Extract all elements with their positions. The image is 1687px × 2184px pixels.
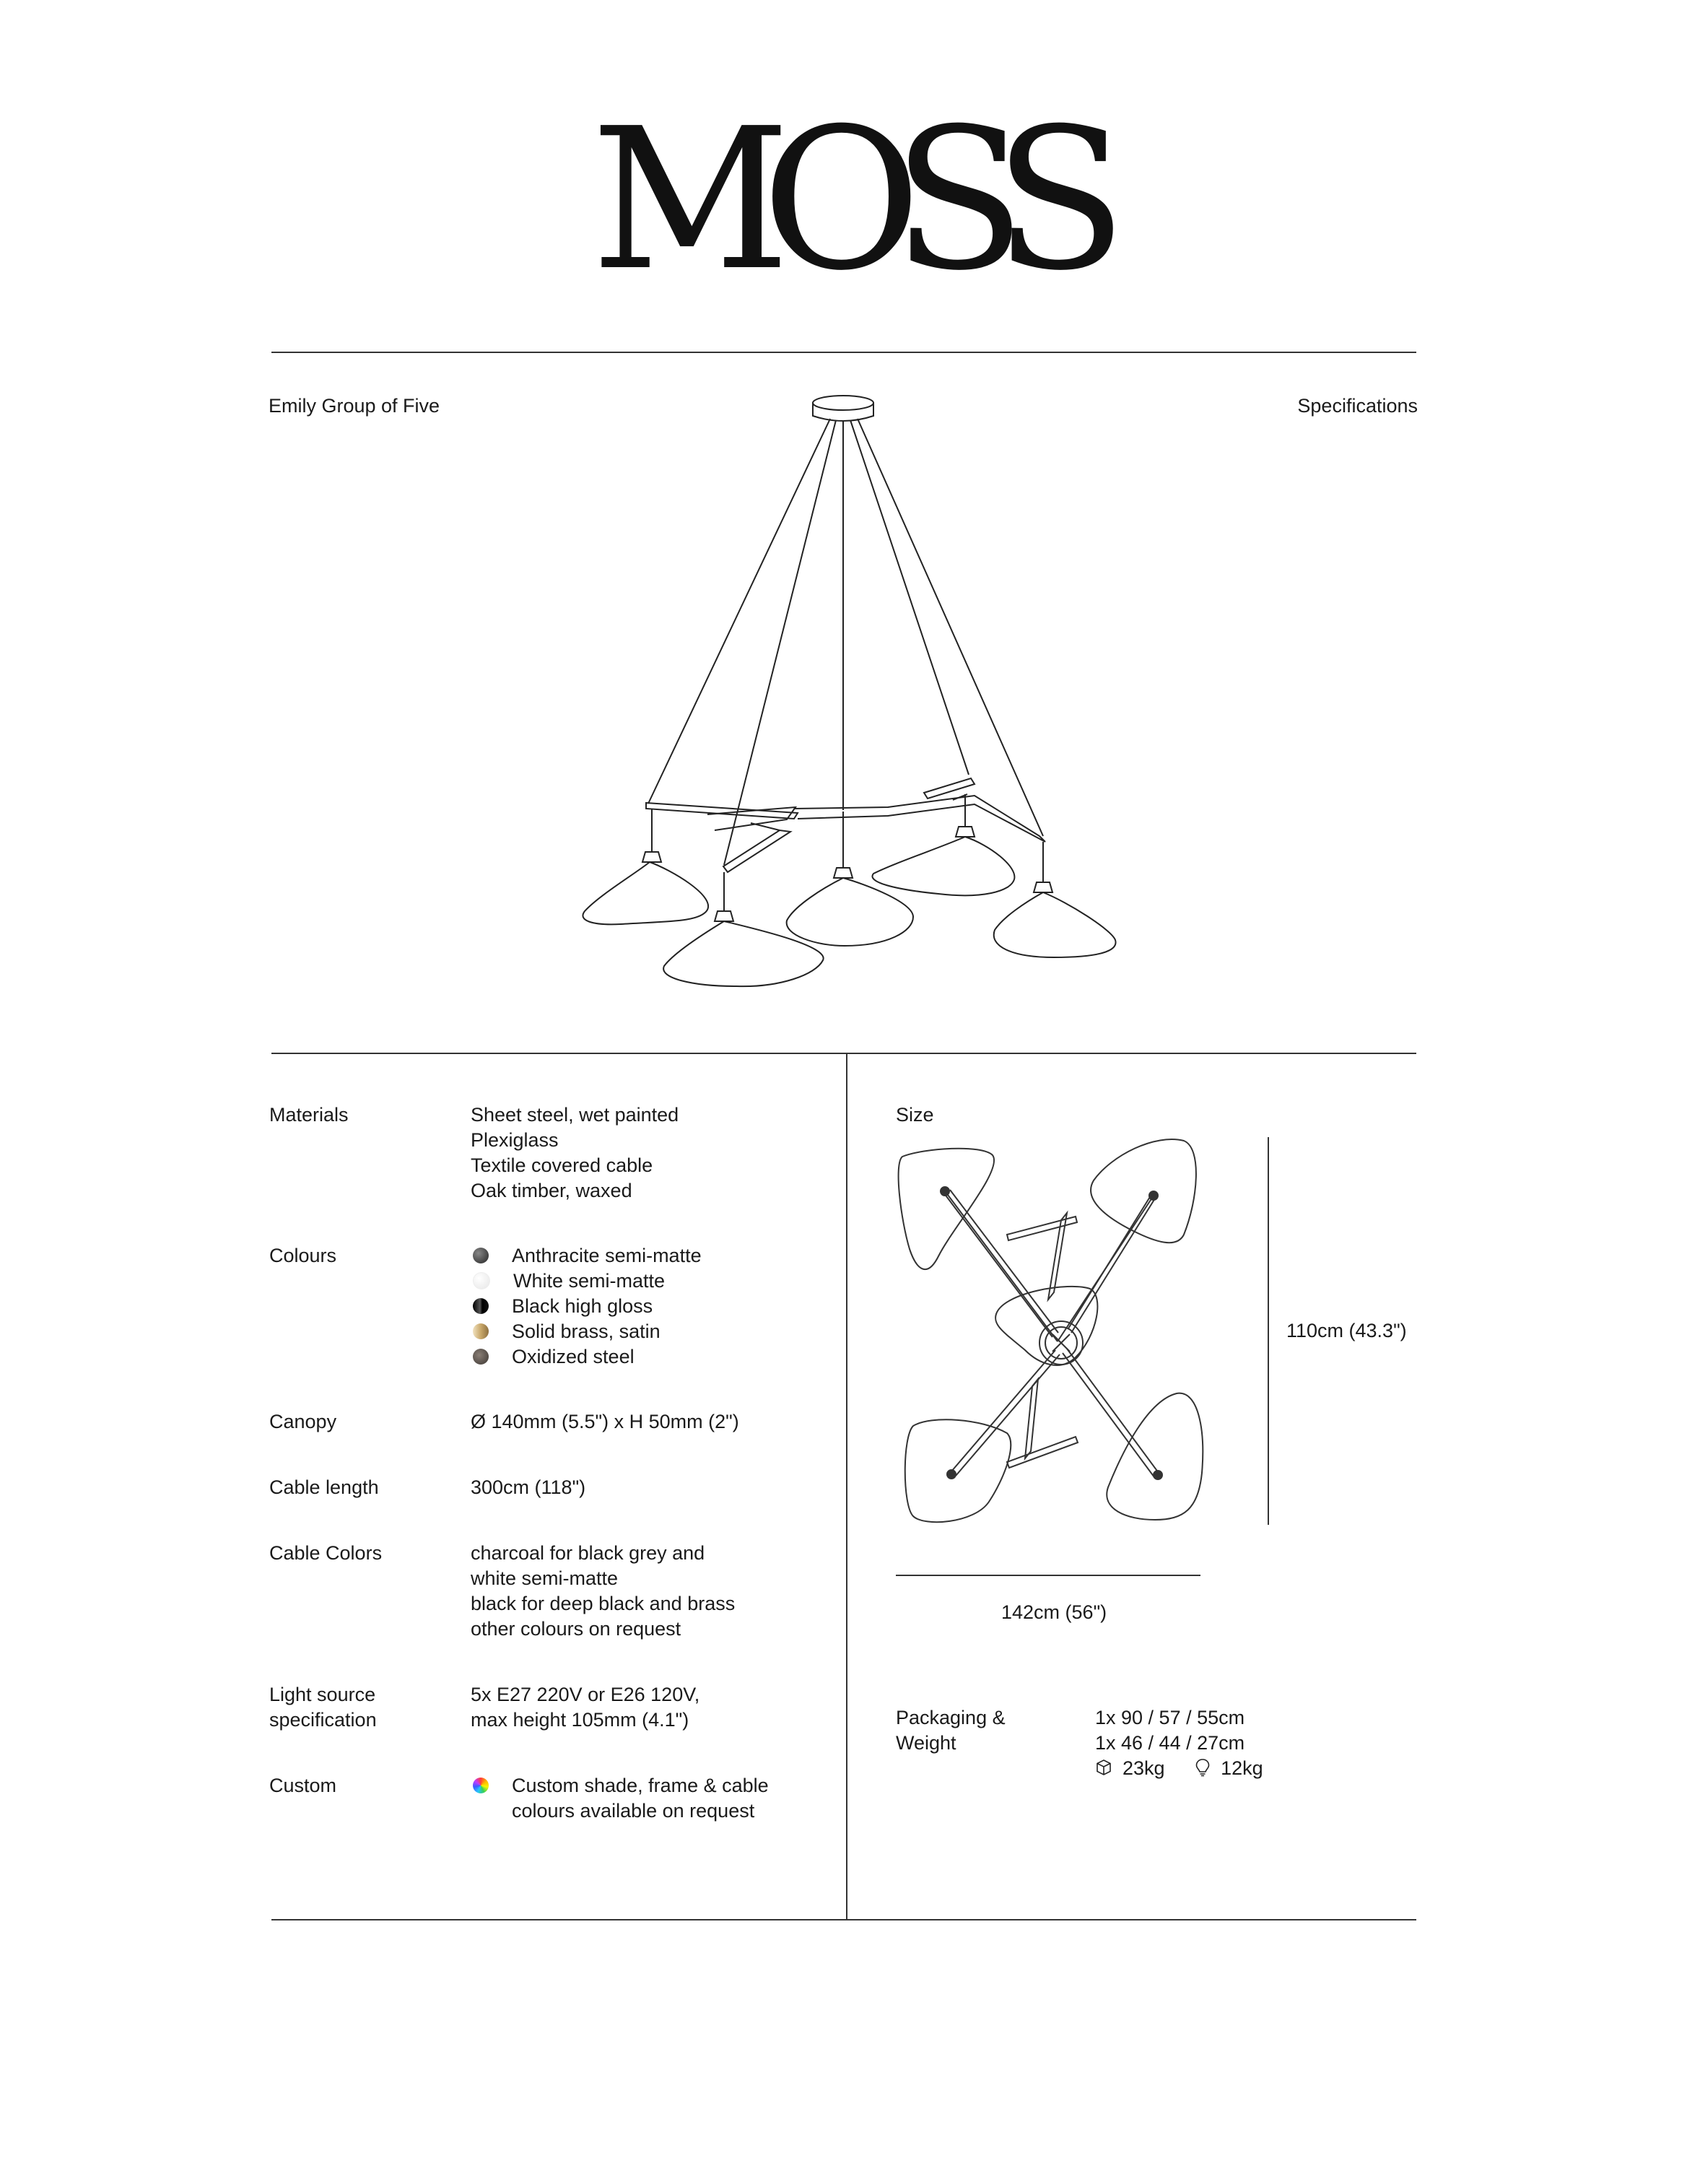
colour-name: White semi-matte	[513, 1270, 666, 1292]
custom-label: Custom	[269, 1775, 337, 1796]
materials-values	[471, 1102, 679, 1204]
product-weight: 12kg	[1221, 1757, 1263, 1779]
section-title: Specifications	[1297, 395, 1418, 417]
packaging-box: 1x 90 / 57 / 55cm	[1095, 1707, 1245, 1728]
custom-line	[473, 1773, 769, 1798]
size-label: Size	[896, 1104, 934, 1126]
cable-length-label: Cable length	[269, 1476, 379, 1498]
packaging-label-line: Weight	[896, 1732, 956, 1754]
middle-divider	[271, 1053, 1416, 1054]
package-weight: 23kg	[1123, 1757, 1165, 1779]
light-source-values	[471, 1682, 699, 1733]
materials-line: Textile covered cable	[471, 1154, 653, 1176]
packaging-label	[896, 1705, 1006, 1756]
packaging-box: 1x 46 / 44 / 27cm	[1095, 1732, 1245, 1754]
bottom-divider	[271, 1919, 1416, 1920]
top-divider	[271, 352, 1416, 353]
colour-item	[473, 1243, 702, 1269]
color-wheel-icon	[473, 1778, 489, 1793]
custom-text: Custom shade, frame & cable	[512, 1775, 769, 1796]
white-swatch-icon	[473, 1272, 490, 1289]
light-source-label	[269, 1682, 377, 1733]
cable-colors-values	[471, 1541, 735, 1642]
canopy-value: Ø 140mm (5.5") x H 50mm (2")	[471, 1411, 739, 1432]
package-box-icon	[1095, 1759, 1112, 1776]
light-source-label-line: Light source	[269, 1684, 376, 1705]
light-source-line: 5x E27 220V or E26 120V,	[471, 1684, 700, 1705]
brass-swatch-icon	[473, 1323, 489, 1339]
cable-colors-line: other colours on request	[471, 1618, 681, 1640]
packaging-label-line: Packaging &	[896, 1707, 1006, 1728]
colour-item	[473, 1294, 702, 1319]
colour-name: Anthracite semi-matte	[512, 1245, 702, 1266]
light-source-label-line: specification	[269, 1709, 377, 1731]
anthracite-swatch-icon	[473, 1248, 489, 1263]
light-source-line: max height 105mm (4.1")	[471, 1709, 689, 1731]
materials-label: Materials	[269, 1104, 349, 1126]
black-swatch-icon	[473, 1298, 489, 1314]
oxidized-steel-swatch-icon	[473, 1349, 489, 1365]
brand-logo-svg	[590, 86, 1099, 313]
cable-length-value: 300cm (118")	[471, 1476, 586, 1498]
cable-colors-line: white semi-matte	[471, 1567, 619, 1589]
packaging-values	[1095, 1705, 1263, 1781]
height-dimension: 110cm (43.3")	[1286, 1320, 1407, 1341]
width-dimension: 142cm (56")	[1001, 1601, 1107, 1623]
colour-name: Oxidized steel	[512, 1346, 635, 1367]
canopy-label: Canopy	[269, 1411, 337, 1432]
custom-line	[473, 1798, 769, 1824]
materials-line: Oak timber, waxed	[471, 1180, 632, 1201]
logo-text: MOSS	[590, 86, 1099, 313]
colour-item	[473, 1269, 702, 1294]
cable-colors-line: charcoal for black grey and	[471, 1542, 705, 1564]
colour-item	[473, 1344, 702, 1370]
cable-colors-label: Cable Colors	[269, 1542, 383, 1564]
materials-line: Sheet steel, wet painted	[471, 1104, 679, 1126]
colours-label: Colours	[269, 1245, 337, 1266]
weights-row	[1095, 1756, 1263, 1781]
cable-colors-line: black for deep black and brass	[471, 1593, 736, 1614]
colour-name: Solid brass, satin	[512, 1321, 661, 1342]
product-name: Emily Group of Five	[269, 395, 440, 417]
colour-item	[473, 1319, 702, 1344]
lightbulb-icon	[1195, 1758, 1211, 1777]
brand-logo	[590, 86, 1099, 313]
column-divider	[846, 1053, 847, 1919]
custom-text: colours available on request	[512, 1800, 755, 1822]
materials-line: Plexiglass	[471, 1129, 559, 1151]
colour-name: Black high gloss	[512, 1295, 653, 1317]
colours-list	[473, 1243, 702, 1370]
custom-values	[473, 1773, 769, 1824]
